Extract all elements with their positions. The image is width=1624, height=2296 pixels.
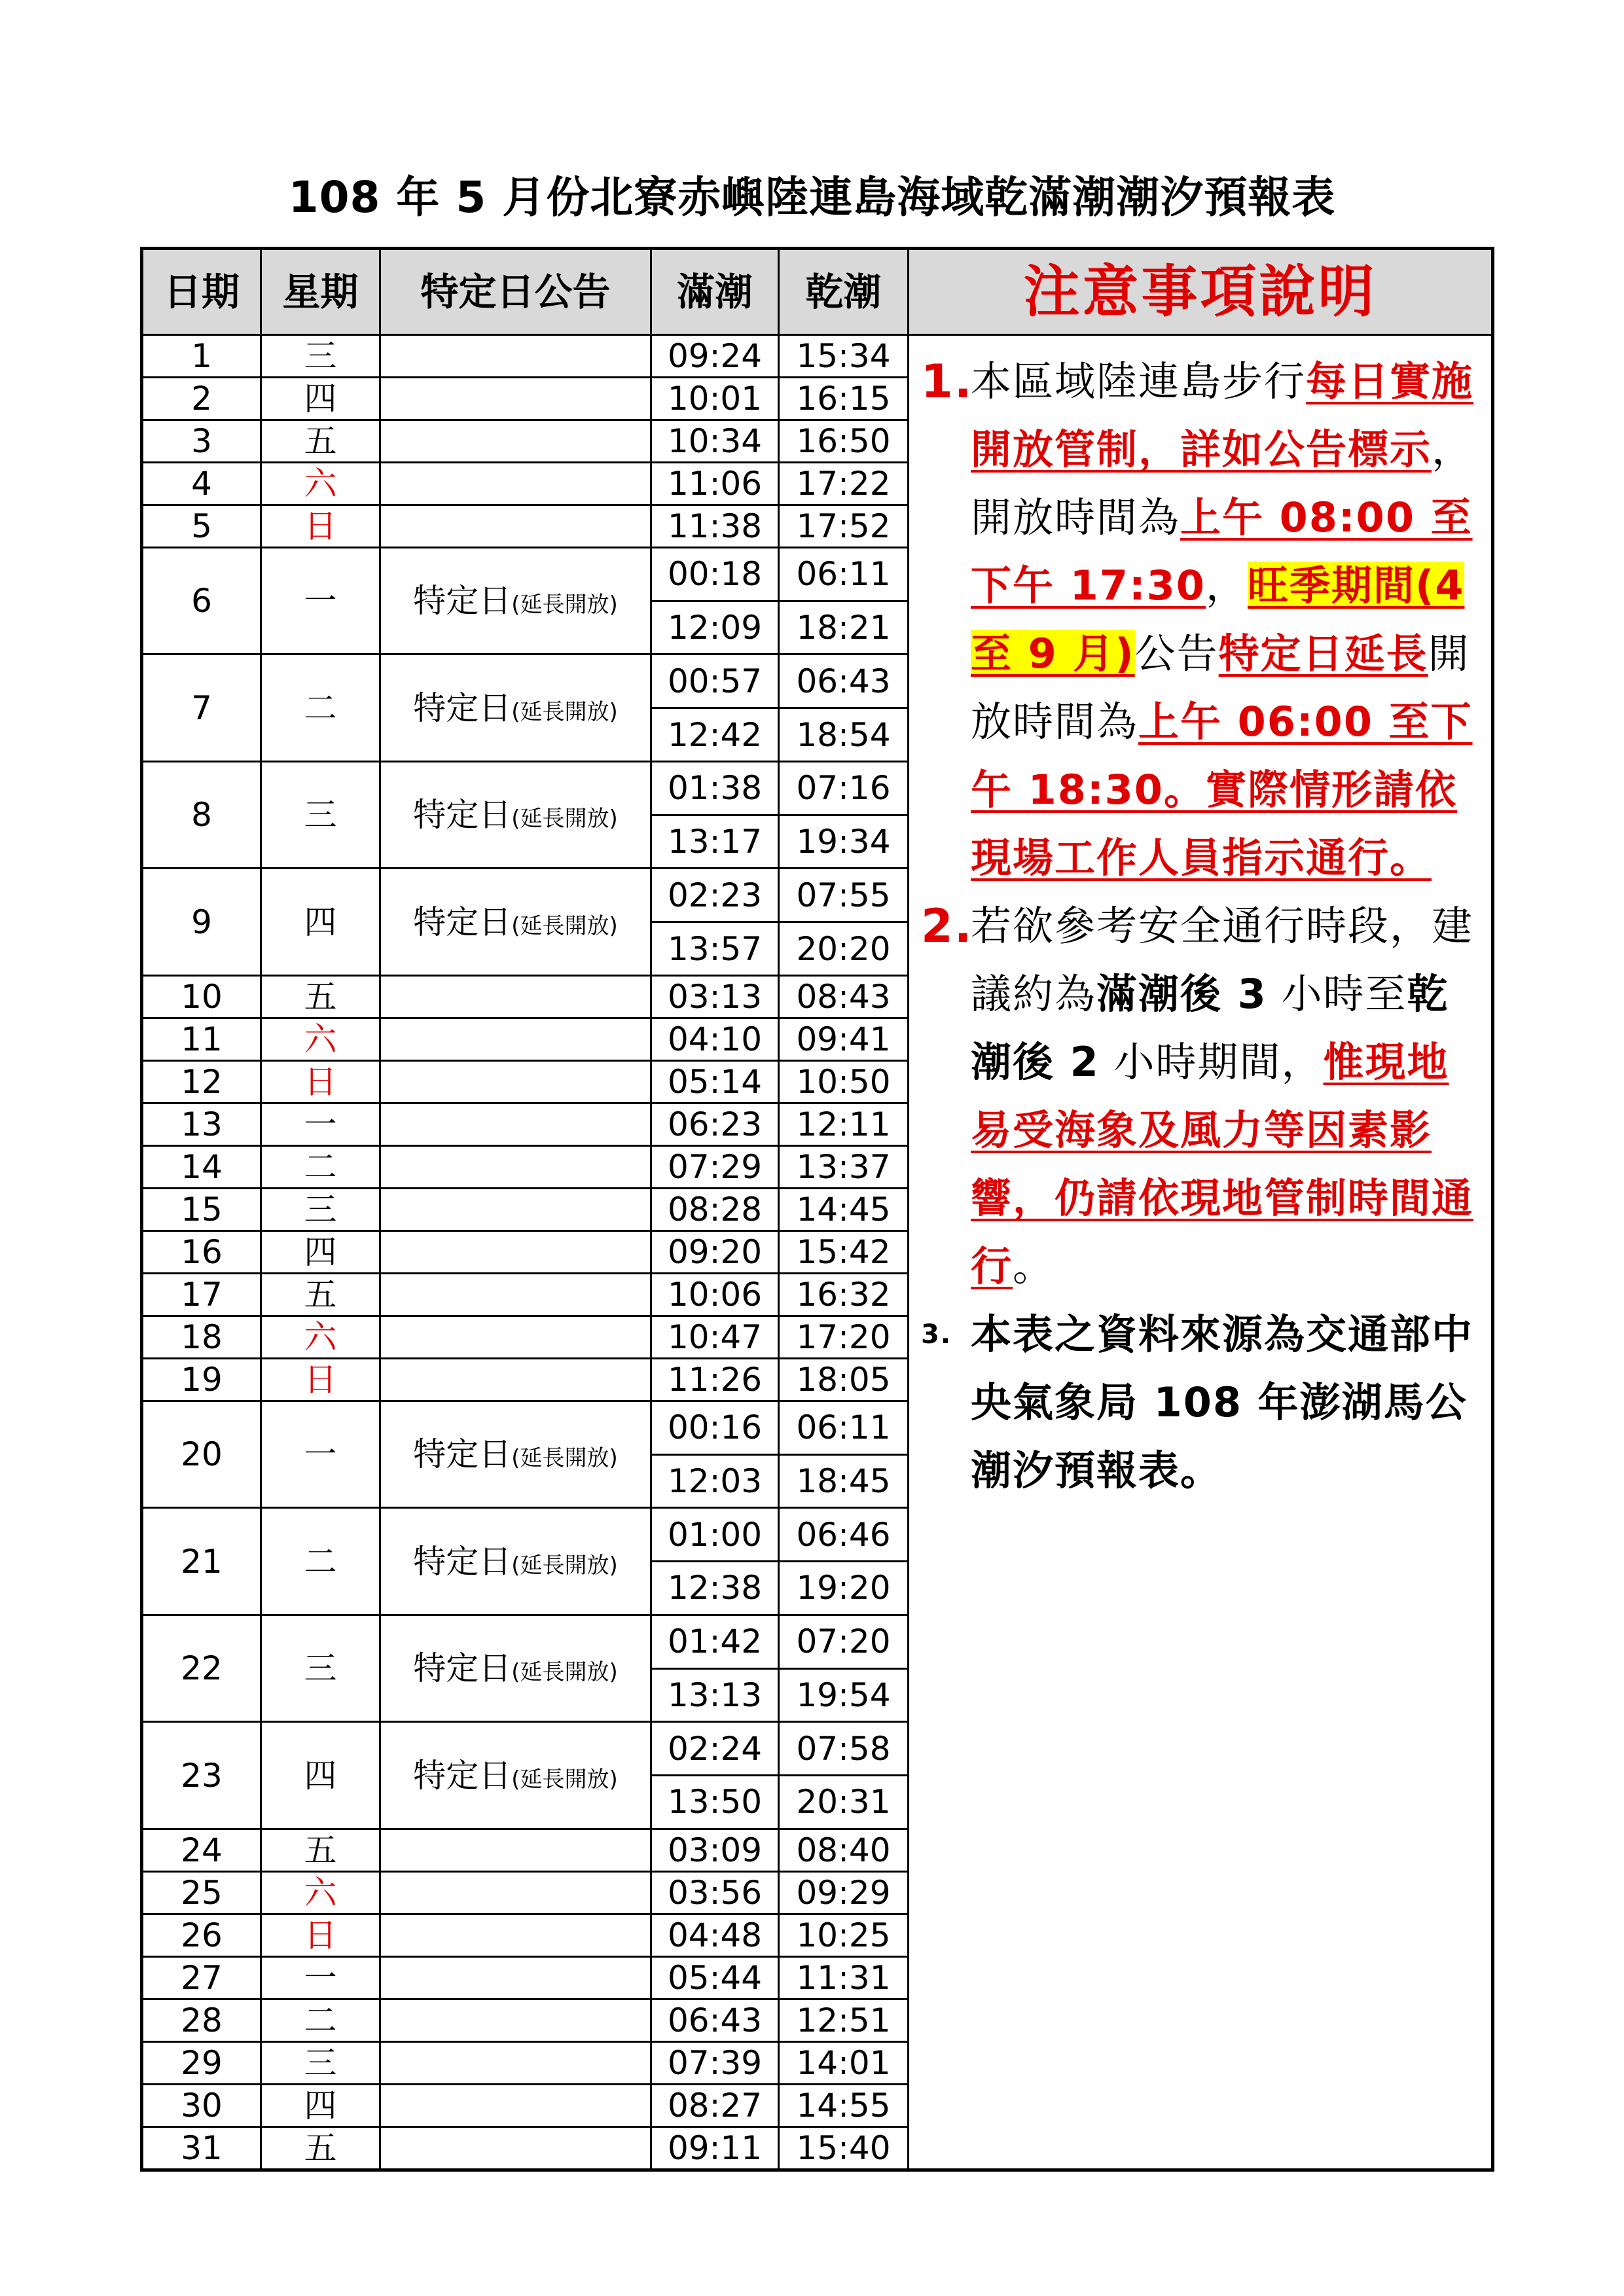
extended-open-label: (延長開放) xyxy=(511,1766,618,1793)
high-tide-time: 08:28 xyxy=(651,1188,779,1230)
weekday-cell: 六 xyxy=(261,1871,380,1914)
special-day-cell xyxy=(380,505,651,547)
weekday-cell: 三 xyxy=(261,1188,380,1230)
high-tide-time: 02:23 xyxy=(651,869,779,922)
special-day-cell xyxy=(380,2126,651,2170)
high-tide-time: 06:43 xyxy=(651,1999,779,2041)
note-number: 2. xyxy=(921,899,973,953)
weekday-cell: 五 xyxy=(261,975,380,1018)
date-cell: 25 xyxy=(142,1871,261,1914)
date-cell: 28 xyxy=(142,1999,261,2041)
special-day-label: 特定日 xyxy=(413,1756,512,1795)
extended-open-label: (延長開放) xyxy=(511,1659,618,1686)
high-tide-time: 00:57 xyxy=(651,655,779,708)
low-tide-time: 19:20 xyxy=(779,1562,909,1615)
special-day-cell xyxy=(380,1999,651,2041)
extended-open-label: (延長開放) xyxy=(511,592,618,619)
low-tide-time: 07:20 xyxy=(779,1615,909,1668)
weekday-cell: 一 xyxy=(261,547,380,655)
high-tide-time: 13:50 xyxy=(651,1776,779,1829)
high-tide-time: 13:57 xyxy=(651,922,779,976)
header-high-tide: 滿潮 xyxy=(651,249,779,335)
high-tide-time: 10:47 xyxy=(651,1316,779,1358)
low-tide-time: 17:22 xyxy=(779,462,909,505)
special-day-cell xyxy=(380,1508,651,1615)
low-tide-time: 17:20 xyxy=(779,1316,909,1358)
weekday-cell: 三 xyxy=(261,335,380,378)
special-day-label: 特定日 xyxy=(413,689,512,727)
high-tide-time: 12:09 xyxy=(651,601,779,655)
extended-open-label: (延長開放) xyxy=(511,806,618,833)
weekday-cell: 三 xyxy=(261,2041,380,2084)
high-tide-time: 11:38 xyxy=(651,505,779,547)
low-tide-time: 07:16 xyxy=(779,761,909,815)
special-day-label: 特定日 xyxy=(413,1435,512,1474)
low-tide-time: 09:41 xyxy=(779,1018,909,1060)
low-tide-time: 08:40 xyxy=(779,1829,909,1871)
weekday-cell: 五 xyxy=(261,420,380,462)
note-text: 。 xyxy=(1013,1242,1055,1290)
note-item xyxy=(921,348,1478,892)
low-tide-time: 18:54 xyxy=(779,708,909,762)
low-tide-time: 11:31 xyxy=(779,1956,909,1999)
high-tide-time: 01:42 xyxy=(651,1615,779,1668)
date-cell: 19 xyxy=(142,1358,261,1401)
high-tide-time: 07:39 xyxy=(651,2041,779,2084)
note-text: 小時至 xyxy=(1267,970,1407,1018)
high-tide-time: 05:14 xyxy=(651,1060,779,1103)
date-cell: 6 xyxy=(142,547,261,655)
special-day-cell xyxy=(380,655,651,762)
high-tide-time: 11:26 xyxy=(651,1358,779,1401)
low-tide-time: 17:52 xyxy=(779,505,909,547)
note-number: 3. xyxy=(921,1319,952,1350)
special-day-cell xyxy=(380,1103,651,1145)
extended-open-label: (延長開放) xyxy=(511,1552,618,1579)
date-cell: 22 xyxy=(142,1615,261,1722)
table-row xyxy=(142,335,1493,378)
low-tide-time: 07:55 xyxy=(779,869,909,922)
weekday-cell: 六 xyxy=(261,1018,380,1060)
date-cell: 23 xyxy=(142,1722,261,1829)
date-cell: 11 xyxy=(142,1018,261,1060)
weekday-cell: 一 xyxy=(261,1103,380,1145)
high-tide-time: 05:44 xyxy=(651,1956,779,1999)
note-text: ，開放時間為 xyxy=(971,425,1474,541)
special-day-cell xyxy=(380,2041,651,2084)
weekday-cell: 五 xyxy=(261,2126,380,2170)
date-cell: 2 xyxy=(142,377,261,420)
high-tide-time: 04:48 xyxy=(651,1914,779,1956)
high-tide-time: 13:17 xyxy=(651,815,779,869)
note-text: 本區域陸連島步行 xyxy=(971,357,1307,405)
weekday-cell: 二 xyxy=(261,1999,380,2041)
date-cell: 3 xyxy=(142,420,261,462)
high-tide-time: 12:03 xyxy=(651,1454,779,1508)
high-tide-time: 09:20 xyxy=(651,1230,779,1273)
low-tide-time: 10:50 xyxy=(779,1060,909,1103)
high-tide-time: 12:38 xyxy=(651,1562,779,1615)
date-cell: 27 xyxy=(142,1956,261,1999)
weekday-cell: 一 xyxy=(261,1401,380,1508)
date-cell: 20 xyxy=(142,1401,261,1508)
date-cell: 21 xyxy=(142,1508,261,1615)
low-tide-time: 15:42 xyxy=(779,1230,909,1273)
high-tide-time: 03:56 xyxy=(651,1871,779,1914)
note-text: 每日實施開放管制，詳如公告標示 xyxy=(971,357,1474,473)
note-text: 開放時間為 xyxy=(971,630,1470,745)
special-day-cell xyxy=(380,1188,651,1230)
low-tide-time: 18:05 xyxy=(779,1358,909,1401)
special-day-cell xyxy=(380,975,651,1018)
special-day-cell xyxy=(380,761,651,869)
special-day-cell xyxy=(380,1273,651,1316)
low-tide-time: 06:11 xyxy=(779,1401,909,1454)
high-tide-time: 13:13 xyxy=(651,1668,779,1722)
note-text: 乾潮後 2 xyxy=(971,970,1449,1086)
weekday-cell: 日 xyxy=(261,1914,380,1956)
low-tide-time: 07:58 xyxy=(779,1722,909,1776)
low-tide-time: 18:21 xyxy=(779,601,909,655)
low-tide-time: 14:01 xyxy=(779,2041,909,2084)
low-tide-time: 13:37 xyxy=(779,1145,909,1188)
weekday-cell: 二 xyxy=(261,655,380,762)
date-cell: 24 xyxy=(142,1829,261,1871)
special-day-cell xyxy=(380,1018,651,1060)
weekday-cell: 三 xyxy=(261,761,380,869)
date-cell: 18 xyxy=(142,1316,261,1358)
header-notes: 注意事項說明 xyxy=(909,249,1493,335)
date-cell: 14 xyxy=(142,1145,261,1188)
special-day-label: 特定日 xyxy=(413,1649,512,1688)
extended-open-label: (延長開放) xyxy=(511,1445,618,1472)
high-tide-time: 10:06 xyxy=(651,1273,779,1316)
note-text: 惟現地易受海象及風力等因素影響，仍請依現地管制時間通行 xyxy=(971,1038,1474,1290)
special-day-cell xyxy=(380,869,651,976)
weekday-cell: 四 xyxy=(261,869,380,976)
low-tide-time: 08:43 xyxy=(779,975,909,1018)
special-day-cell xyxy=(380,462,651,505)
high-tide-time: 09:11 xyxy=(651,2126,779,2170)
high-tide-time: 06:23 xyxy=(651,1103,779,1145)
note-text: 公告 xyxy=(1134,630,1219,677)
weekday-cell: 二 xyxy=(261,1508,380,1615)
low-tide-time: 06:43 xyxy=(779,655,909,708)
special-day-cell xyxy=(380,335,651,378)
weekday-cell: 二 xyxy=(261,1145,380,1188)
note-text: 旺季期間(4 至 9 月) xyxy=(971,562,1465,677)
special-day-cell xyxy=(380,547,651,655)
note-number: 1. xyxy=(921,355,973,408)
low-tide-time: 19:54 xyxy=(779,1668,909,1722)
header-weekday: 星期 xyxy=(261,249,380,335)
date-cell: 16 xyxy=(142,1230,261,1273)
high-tide-time: 03:09 xyxy=(651,1829,779,1871)
weekday-cell: 四 xyxy=(261,1230,380,1273)
note-text: 若欲參考安全通行時段，建議約為 xyxy=(971,902,1474,1018)
low-tide-time: 14:55 xyxy=(779,2084,909,2126)
special-day-cell xyxy=(380,1060,651,1103)
date-cell: 31 xyxy=(142,2126,261,2170)
note-text: 上午 06:00 至下午 18:30。實際情形請依現場工作人員指示通行。 xyxy=(971,698,1473,882)
low-tide-time: 06:46 xyxy=(779,1508,909,1562)
weekday-cell: 三 xyxy=(261,1615,380,1722)
low-tide-time: 15:34 xyxy=(779,335,909,378)
note-text: 本表之資料來源為交通部中央氣象局 108 年澎湖馬公潮汐預報表。 xyxy=(971,1310,1474,1494)
extended-open-label: (延長開放) xyxy=(511,698,618,725)
date-cell: 7 xyxy=(142,655,261,762)
special-day-cell xyxy=(380,1230,651,1273)
high-tide-time: 00:18 xyxy=(651,547,779,601)
special-day-cell xyxy=(380,1615,651,1722)
special-day-label: 特定日 xyxy=(413,582,512,620)
note-text: 小時期間， xyxy=(1099,1038,1324,1086)
special-day-cell xyxy=(380,1722,651,1829)
note-item xyxy=(921,892,1478,1300)
weekday-cell: 六 xyxy=(261,1316,380,1358)
date-cell: 10 xyxy=(142,975,261,1018)
date-cell: 17 xyxy=(142,1273,261,1316)
special-day-cell xyxy=(380,1145,651,1188)
low-tide-time: 06:11 xyxy=(779,547,909,601)
high-tide-time: 07:29 xyxy=(651,1145,779,1188)
high-tide-time: 09:24 xyxy=(651,335,779,378)
low-tide-time: 18:45 xyxy=(779,1454,909,1508)
low-tide-time: 12:11 xyxy=(779,1103,909,1145)
weekday-cell: 四 xyxy=(261,377,380,420)
header-date: 日期 xyxy=(142,249,261,335)
special-day-label: 特定日 xyxy=(413,1542,512,1581)
low-tide-time: 19:34 xyxy=(779,815,909,869)
special-day-cell xyxy=(380,420,651,462)
low-tide-time: 20:31 xyxy=(779,1776,909,1829)
tide-table xyxy=(140,247,1494,2172)
high-tide-time: 11:06 xyxy=(651,462,779,505)
date-cell: 29 xyxy=(142,2041,261,2084)
note-text: ， xyxy=(1205,562,1248,609)
weekday-cell: 日 xyxy=(261,1358,380,1401)
date-cell: 12 xyxy=(142,1060,261,1103)
high-tide-time: 01:38 xyxy=(651,761,779,815)
note-text: 特定日延長 xyxy=(1218,630,1428,677)
special-day-label: 特定日 xyxy=(413,903,512,941)
header-row xyxy=(142,249,1493,335)
low-tide-time: 12:51 xyxy=(779,1999,909,2041)
header-low-tide: 乾潮 xyxy=(779,249,909,335)
low-tide-time: 16:50 xyxy=(779,420,909,462)
special-day-cell xyxy=(380,1358,651,1401)
special-day-cell xyxy=(380,377,651,420)
high-tide-time: 00:16 xyxy=(651,1401,779,1454)
low-tide-time: 09:29 xyxy=(779,1871,909,1914)
special-day-cell xyxy=(380,2084,651,2126)
date-cell: 9 xyxy=(142,869,261,976)
low-tide-time: 15:40 xyxy=(779,2126,909,2170)
low-tide-time: 20:20 xyxy=(779,922,909,976)
date-cell: 13 xyxy=(142,1103,261,1145)
weekday-cell: 四 xyxy=(261,2084,380,2126)
note-text: 上午 08:00 至下午 17:30 xyxy=(971,493,1473,609)
weekday-cell: 六 xyxy=(261,462,380,505)
weekday-cell: 一 xyxy=(261,1956,380,1999)
weekday-cell: 日 xyxy=(261,1060,380,1103)
date-cell: 1 xyxy=(142,335,261,378)
low-tide-time: 10:25 xyxy=(779,1914,909,1956)
weekday-cell: 五 xyxy=(261,1829,380,1871)
special-day-cell xyxy=(380,1829,651,1871)
low-tide-time: 16:32 xyxy=(779,1273,909,1316)
high-tide-time: 04:10 xyxy=(651,1018,779,1060)
header-special: 特定日公告 xyxy=(380,249,651,335)
special-day-cell xyxy=(380,1401,651,1508)
weekday-cell: 五 xyxy=(261,1273,380,1316)
special-day-label: 特定日 xyxy=(413,796,512,834)
note-item xyxy=(921,1300,1478,1505)
high-tide-time: 10:01 xyxy=(651,377,779,420)
date-cell: 26 xyxy=(142,1914,261,1956)
low-tide-time: 16:15 xyxy=(779,377,909,420)
extended-open-label: (延長開放) xyxy=(511,912,618,939)
special-day-cell xyxy=(380,1956,651,1999)
page-title: 108 年 5 月份北寮赤嶼陸連島海域乾滿潮潮汐預報表 xyxy=(288,172,1336,223)
special-day-cell xyxy=(380,1914,651,1956)
high-tide-time: 03:13 xyxy=(651,975,779,1018)
high-tide-time: 01:00 xyxy=(651,1508,779,1562)
date-cell: 15 xyxy=(142,1188,261,1230)
date-cell: 8 xyxy=(142,761,261,869)
special-day-cell xyxy=(380,1316,651,1358)
high-tide-time: 12:42 xyxy=(651,708,779,762)
high-tide-time: 02:24 xyxy=(651,1722,779,1776)
date-cell: 30 xyxy=(142,2084,261,2126)
high-tide-time: 08:27 xyxy=(651,2084,779,2126)
notes-cell xyxy=(909,335,1493,2170)
low-tide-time: 14:45 xyxy=(779,1188,909,1230)
weekday-cell: 日 xyxy=(261,505,380,547)
weekday-cell: 四 xyxy=(261,1722,380,1829)
special-day-cell xyxy=(380,1871,651,1914)
date-cell: 4 xyxy=(142,462,261,505)
date-cell: 5 xyxy=(142,505,261,547)
note-text: 滿潮後 3 xyxy=(1096,970,1267,1018)
high-tide-time: 10:34 xyxy=(651,420,779,462)
